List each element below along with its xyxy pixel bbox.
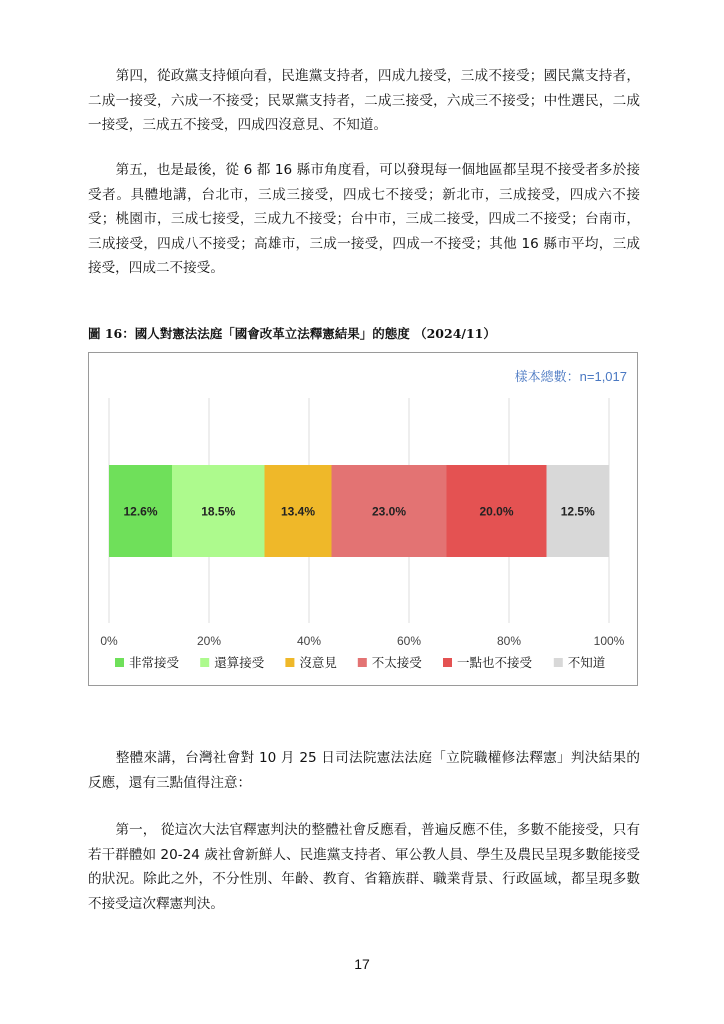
- x-tick-label: 20%: [196, 634, 222, 648]
- data-label: 18.5%: [201, 504, 236, 519]
- legend-label: 沒意見: [299, 655, 337, 670]
- paragraph-party-support: 第四，從政黨支持傾向看，民進黨支持者，四成九接受，三成不接受；國民黨支持者，二成一接受，六成一不接受；民眾黨支持者，二成三接受，六成三不接受；中性選民，二成一接受，三成五不接受，四成四沒意見、不知道。: [88, 68, 640, 133]
- x-tick-label: 60%: [396, 634, 422, 648]
- data-label: 12.5%: [560, 504, 595, 519]
- x-tick-label: 40%: [296, 634, 322, 648]
- paragraph-regions: 第五，也是最後，從 6 都 16 縣市角度看，可以發現每一個地區都呈現不接受者多於接受者。具體地講，台北市，三成三接受，四成七不接受；新北市，三成接受，四成六不接受；桃園市，三成七接受，三成九不接受；台中市，三成二接受，四成二不接受；台南市，三成接受，四成八不接受；高雄市，三成一接受，四成一不接受；其他 16 縣市平均，三成接受，四成二不接受。: [88, 162, 640, 276]
- legend-label: 還算接受: [214, 655, 265, 670]
- figure-caption: 圖 16：國人對憲法法庭「國會改革立法釋憲結果」的態度 （2024/11）: [88, 326, 496, 341]
- data-label: 20.0%: [479, 504, 514, 519]
- paragraph-overall: 整體來講，台灣社會對 10 月 25 日司法院憲法法庭「立院職權修法釋憲」判決結果的反應，還有三點值得注意：: [88, 750, 640, 791]
- legend-label: 不知道: [567, 655, 606, 670]
- legend-swatch: [200, 658, 209, 667]
- chart-canvas: [89, 353, 637, 685]
- data-label: 13.4%: [280, 504, 316, 519]
- sample-size-annotation: 樣本總數：n=1,017: [514, 369, 627, 384]
- legend-swatch: [285, 658, 294, 667]
- stacked-bar-chart: [88, 352, 638, 686]
- page-number: 17: [354, 956, 370, 972]
- x-tick-label: 100%: [593, 634, 625, 648]
- legend-swatch: [443, 658, 452, 667]
- legend-label: 不太接受: [371, 655, 422, 670]
- legend-swatch: [554, 658, 563, 667]
- legend-label: 一點也不接受: [457, 655, 533, 670]
- x-tick-label: 80%: [496, 634, 522, 648]
- legend-label: 非常接受: [129, 655, 180, 670]
- paragraph-point-one: 第一， 從這次大法官釋憲判決的整體社會反應看，普遍反應不佳，多數不能接受，只有若干群體如 20-24 歲社會新鮮人、民進黨支持者、軍公教人員、學生及農民呈現多數能接受的狀況。除此之外，不分性別、年齡、教育、省籍族群、職業背景、行政區域，都呈現多數不接受這次釋憲判決。: [88, 822, 640, 912]
- x-tick-label: 0%: [100, 634, 118, 648]
- legend-swatch: [115, 658, 124, 667]
- data-label: 12.6%: [123, 504, 158, 519]
- legend-swatch: [358, 658, 367, 667]
- data-label: 23.0%: [371, 504, 407, 519]
